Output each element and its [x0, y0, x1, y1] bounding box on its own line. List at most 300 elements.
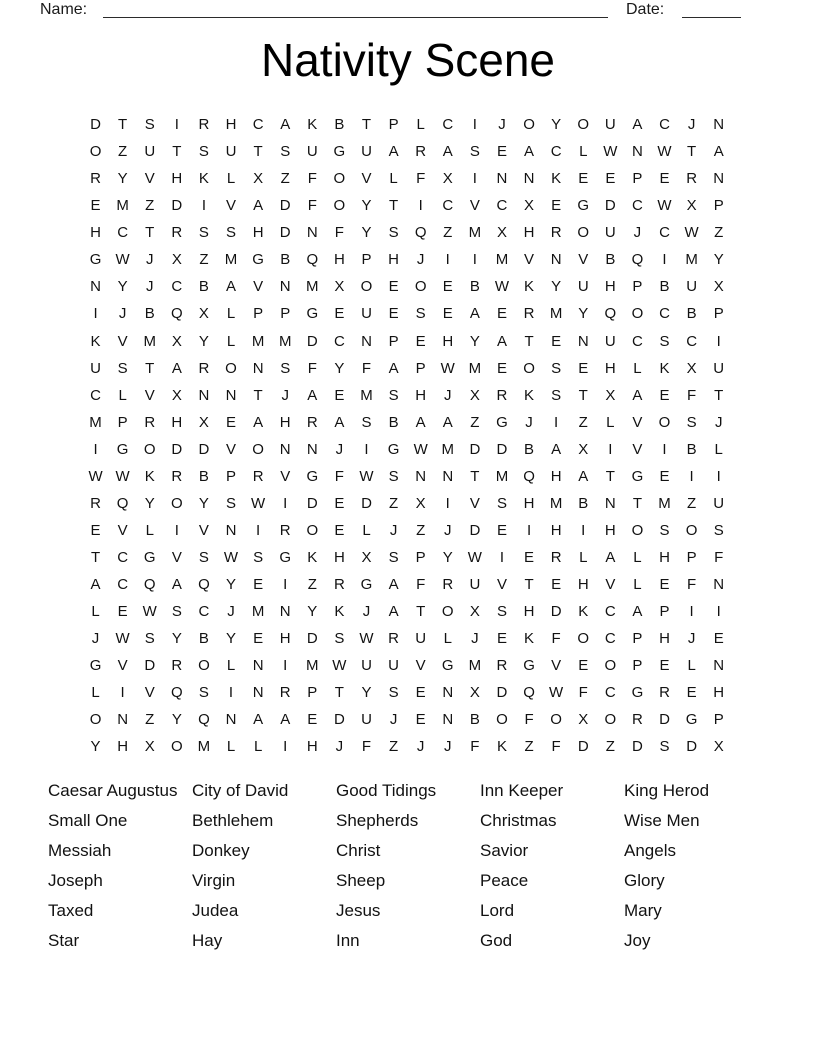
grid-letter: W — [467, 549, 482, 567]
grid-letter: R — [171, 224, 183, 242]
grid-letter: S — [659, 332, 670, 350]
grid-letter: N — [442, 711, 454, 729]
grid-letter: M — [468, 657, 482, 675]
grid-letter: A — [605, 549, 616, 567]
grid-letter: E — [415, 711, 426, 729]
grid-letter: C — [442, 197, 454, 215]
grid-letter: L — [714, 440, 723, 458]
grid-letter: M — [306, 278, 319, 296]
grid-letter: J — [389, 711, 398, 729]
grid-letter: Y — [551, 116, 562, 134]
grid-letter: A — [388, 576, 399, 594]
grid-letter: Q — [631, 251, 644, 269]
grid-letter: A — [226, 278, 237, 296]
grid-letter: Q — [198, 576, 210, 594]
grid-letter: Z — [307, 576, 317, 594]
grid-letter: L — [579, 549, 588, 567]
grid-letter: R — [198, 116, 210, 134]
grid-letter: F — [687, 576, 697, 594]
grid-letter: O — [89, 143, 102, 161]
word-list-item: Savior — [480, 841, 529, 860]
grid-letter: K — [524, 630, 535, 648]
word-list-item: Virgin — [192, 871, 236, 890]
grid-letter: J — [444, 521, 452, 539]
grid-letter: O — [523, 116, 535, 134]
grid-letter: U — [361, 657, 372, 675]
grid-letter: F — [334, 467, 344, 485]
grid-letter: E — [496, 143, 507, 161]
grid-letter: U — [686, 278, 698, 296]
grid-letter: T — [334, 684, 344, 702]
grid-letter: N — [713, 170, 725, 188]
grid-letter: F — [524, 711, 534, 729]
word-list-item: Peace — [480, 871, 529, 890]
grid-letter: S — [198, 224, 209, 242]
grid-letter: X — [605, 386, 616, 404]
grid-letter: H — [90, 224, 101, 242]
grid-letter: X — [334, 278, 345, 296]
grid-letter: I — [689, 467, 694, 485]
word-list-item: Small One — [48, 811, 128, 830]
grid-letter: J — [714, 413, 723, 431]
grid-letter: P — [280, 305, 291, 323]
grid-letter: D — [144, 657, 156, 675]
grid-letter: I — [716, 332, 721, 350]
grid-letter: V — [226, 197, 237, 215]
grid-letter: C — [117, 576, 129, 594]
grid-letter: X — [496, 224, 507, 242]
grid-letter: U — [306, 143, 318, 161]
grid-letter: G — [523, 657, 535, 675]
grid-letter: H — [388, 251, 399, 269]
grid-letter: A — [280, 116, 291, 134]
grid-letter: Y — [226, 576, 237, 594]
grid-letter: H — [604, 278, 616, 296]
grid-letter: Y — [713, 251, 724, 269]
grid-letter: G — [631, 467, 644, 485]
grid-letter: N — [90, 278, 101, 296]
grid-letter: G — [89, 657, 102, 675]
grid-letter: O — [577, 224, 590, 242]
grid-letter: A — [388, 359, 399, 377]
grid-letter: M — [278, 332, 292, 350]
grid-letter: R — [442, 576, 454, 594]
grid-letter: P — [659, 603, 670, 621]
grid-letter: C — [252, 116, 264, 134]
grid-letter: Y — [307, 603, 318, 621]
grid-letter: S — [388, 224, 399, 242]
word-list-item: Hay — [192, 931, 223, 950]
grid-letter: S — [388, 549, 399, 567]
grid-letter: I — [93, 440, 98, 458]
word-list — [48, 776, 709, 956]
grid-letter: H — [171, 413, 183, 431]
grid-letter: U — [90, 359, 101, 377]
word-list-item: God — [480, 931, 513, 950]
grid-letter: D — [496, 440, 508, 458]
grid-letter: Q — [116, 494, 129, 512]
grid-letter: O — [550, 711, 562, 729]
grid-letter: S — [496, 494, 507, 512]
grid-letter: I — [93, 305, 98, 323]
grid-letter: A — [632, 386, 643, 404]
grid-letter: O — [333, 170, 346, 188]
grid-letter: E — [524, 549, 535, 567]
grid-letter: H — [604, 359, 616, 377]
grid-letter: B — [388, 413, 399, 431]
grid-letter: N — [713, 116, 725, 134]
grid-letter: E — [117, 603, 128, 621]
grid-letter: F — [470, 738, 480, 756]
grid-letter: W — [494, 278, 510, 296]
grid-letter: K — [659, 359, 670, 377]
grid-letter: C — [198, 603, 210, 621]
grid-letter: L — [416, 116, 425, 134]
word-list-item: Angels — [624, 841, 676, 860]
grid-letter: O — [577, 630, 590, 648]
grid-letter: P — [632, 657, 643, 675]
grid-letter: E — [307, 711, 318, 729]
grid-letter: T — [361, 116, 372, 134]
grid-letter: S — [144, 116, 155, 134]
grid-letter: X — [253, 170, 264, 188]
grid-letter: I — [716, 603, 721, 621]
grid-letter: O — [685, 521, 698, 539]
grid-letter: L — [253, 738, 263, 756]
grid-letter: O — [631, 521, 644, 539]
grid-letter: Y — [171, 711, 182, 729]
grid-letter: G — [685, 711, 698, 729]
grid-letter: D — [306, 332, 318, 350]
grid-letter: E — [388, 278, 399, 296]
grid-letter: Y — [90, 738, 101, 756]
grid-letter: U — [144, 143, 156, 161]
grid-letter: T — [253, 143, 263, 161]
grid-letter: D — [171, 440, 183, 458]
grid-letter: H — [713, 684, 725, 702]
grid-letter: X — [686, 359, 697, 377]
word-list-item: Sheep — [336, 871, 386, 890]
grid-letter: J — [145, 251, 154, 269]
grid-letter: E — [578, 170, 589, 188]
grid-letter: J — [362, 603, 371, 621]
grid-letter: M — [468, 359, 482, 377]
grid-letter: K — [144, 467, 155, 485]
grid-letter: E — [496, 521, 507, 539]
grid-letter: W — [223, 549, 239, 567]
word-list-item: Taxed — [48, 901, 94, 920]
word-column — [48, 776, 192, 956]
grid-letter: F — [307, 170, 317, 188]
grid-letter: C — [604, 684, 616, 702]
grid-letter: I — [716, 467, 721, 485]
grid-letter: V — [226, 440, 237, 458]
grid-letter: T — [632, 494, 642, 512]
grid-letter: Y — [334, 359, 345, 377]
grid-letter: N — [550, 251, 562, 269]
grid-letter: S — [551, 386, 562, 404]
grid-letter: R — [279, 521, 291, 539]
grid-letter: H — [225, 116, 237, 134]
grid-letter: Q — [143, 576, 156, 594]
grid-letter: X — [524, 197, 535, 215]
grid-letter: N — [306, 440, 318, 458]
grid-letter: L — [145, 521, 154, 539]
grid-letter: L — [362, 521, 371, 539]
grid-letter: S — [117, 359, 128, 377]
grid-letter: R — [90, 170, 101, 188]
grid-letter: Z — [605, 738, 615, 756]
grid-letter: B — [686, 440, 697, 458]
grid-letter: Z — [578, 413, 588, 431]
grid-letter: U — [713, 494, 725, 512]
grid-letter: O — [604, 711, 617, 729]
grid-letter: V — [632, 440, 643, 458]
word-list-item: Lord — [480, 901, 515, 920]
grid-letter: N — [117, 711, 129, 729]
grid-letter: K — [551, 170, 562, 188]
grid-letter: L — [91, 603, 100, 621]
grid-letter: R — [632, 711, 643, 729]
grid-letter: C — [171, 278, 183, 296]
grid-letter: C — [659, 305, 670, 323]
grid-letter: E — [686, 684, 697, 702]
grid-letter: N — [252, 657, 264, 675]
grid-letter: C — [659, 224, 670, 242]
word-list-item: Joseph — [48, 871, 103, 890]
grid-letter: Y — [578, 305, 589, 323]
grid-letter: H — [577, 576, 589, 594]
grid-letter: P — [307, 684, 318, 702]
grid-letter: N — [442, 684, 454, 702]
word-column — [336, 776, 480, 956]
grid-letter: S — [253, 549, 264, 567]
grid-letter: V — [469, 494, 480, 512]
grid-letter: C — [686, 332, 698, 350]
word-list-item: City of David — [192, 781, 289, 800]
grid-letter: V — [144, 170, 155, 188]
grid-letter: G — [306, 305, 319, 323]
grid-letter: Y — [551, 278, 562, 296]
grid-letter: U — [388, 657, 399, 675]
grid-letter: G — [333, 143, 346, 161]
grid-letter: A — [307, 386, 318, 404]
word-column — [192, 776, 336, 956]
grid-letter: F — [687, 386, 697, 404]
grid-letter: S — [171, 603, 182, 621]
grid-letter: F — [551, 630, 561, 648]
grid-letter: H — [279, 413, 291, 431]
grid-letter: Q — [170, 684, 183, 702]
grid-letter: A — [524, 143, 535, 161]
grid-letter: N — [198, 386, 210, 404]
grid-letter: O — [360, 278, 373, 296]
grid-letter: X — [578, 711, 589, 729]
grid-letter: K — [334, 603, 345, 621]
grid-letter: W — [88, 467, 103, 485]
grid-letter: F — [416, 576, 426, 594]
grid-letter: V — [578, 251, 589, 269]
grid-letter: S — [496, 603, 507, 621]
grid-letter: T — [714, 386, 724, 404]
grid-letter: J — [687, 630, 696, 648]
grid-letter: L — [226, 657, 236, 675]
word-list-item: Bethlehem — [192, 811, 274, 830]
grid-letter: H — [415, 386, 427, 404]
grid-letter: B — [280, 251, 291, 269]
word-list-item: Good Tidings — [336, 781, 437, 800]
grid-letter: E — [90, 521, 101, 539]
grid-letter: U — [225, 143, 237, 161]
grid-letter: P — [713, 711, 724, 729]
grid-letter: Y — [442, 549, 453, 567]
grid-letter: E — [334, 494, 345, 512]
grid-letter: D — [306, 630, 318, 648]
grid-letter: Y — [198, 332, 209, 350]
grid-letter: Q — [523, 467, 535, 485]
grid-letter: Z — [687, 494, 697, 512]
grid-letter: S — [659, 521, 670, 539]
grid-letter: M — [143, 332, 156, 350]
grid-letter: K — [307, 549, 318, 567]
grid-letter: E — [442, 278, 453, 296]
grid-letter: D — [686, 738, 698, 756]
grid-letter: A — [253, 197, 264, 215]
grid-letter: M — [549, 494, 563, 512]
word-list-item: Judea — [192, 901, 239, 920]
grid-letter: X — [361, 549, 372, 567]
grid-letter: P — [713, 197, 724, 215]
grid-letter: C — [117, 224, 129, 242]
grid-letter: U — [604, 224, 616, 242]
grid-letter: R — [306, 413, 318, 431]
grid-letter: K — [524, 278, 535, 296]
grid-letter: E — [551, 197, 562, 215]
grid-letter: S — [388, 684, 399, 702]
grid-letter: M — [116, 197, 129, 215]
grid-letter: Y — [117, 278, 128, 296]
grid-letter: A — [280, 711, 291, 729]
grid-letter: O — [198, 657, 210, 675]
grid-letter: B — [686, 305, 697, 323]
grid-letter: M — [360, 386, 373, 404]
grid-letter: R — [496, 386, 508, 404]
grid-letter: R — [550, 549, 562, 567]
grid-letter: D — [469, 521, 481, 539]
grid-letter: N — [415, 467, 427, 485]
grid-letter: I — [608, 440, 613, 458]
grid-letter: E — [659, 576, 670, 594]
grid-letter: R — [171, 657, 183, 675]
grid-letter: B — [469, 278, 480, 296]
grid-letter: N — [252, 359, 264, 377]
grid-letter: Y — [361, 684, 372, 702]
grid-letter: A — [442, 413, 453, 431]
grid-letter: B — [605, 251, 616, 269]
grid-letter: Y — [361, 197, 372, 215]
grid-letter: W — [115, 630, 130, 648]
grid-letter: I — [526, 521, 532, 539]
grid-letter: J — [416, 251, 425, 269]
grid-letter: M — [685, 251, 698, 269]
grid-letter: M — [306, 657, 319, 675]
grid-letter: O — [523, 359, 535, 377]
grid-letter: J — [498, 116, 506, 134]
grid-letter: A — [415, 413, 426, 431]
grid-letter: N — [252, 684, 264, 702]
grid-letter: L — [91, 684, 100, 702]
grid-letter: I — [283, 657, 288, 675]
grid-letter: S — [198, 549, 209, 567]
grid-letter: L — [633, 359, 642, 377]
grid-letter: A — [632, 116, 643, 134]
grid-letter: G — [252, 251, 264, 269]
grid-letter: E — [659, 170, 670, 188]
grid-letter: N — [604, 494, 616, 512]
grid-letter: I — [283, 494, 288, 512]
grid-letter: D — [469, 440, 481, 458]
grid-letter: H — [659, 630, 670, 648]
grid-letter: J — [335, 738, 344, 756]
grid-letter: P — [388, 332, 399, 350]
grid-letter: X — [171, 386, 182, 404]
grid-letter: D — [171, 197, 183, 215]
grid-letter: D — [198, 440, 210, 458]
grid-letter: G — [143, 549, 156, 567]
grid-letter: E — [551, 332, 562, 350]
grid-letter: A — [442, 143, 453, 161]
grid-letter: E — [605, 170, 616, 188]
grid-letter: C — [333, 332, 345, 350]
grid-letter: P — [415, 549, 426, 567]
grid-letter: O — [170, 738, 183, 756]
grid-letter: E — [415, 684, 426, 702]
grid-letter: S — [361, 413, 372, 431]
grid-letter: X — [198, 305, 209, 323]
grid-letter: S — [388, 386, 399, 404]
name-fill-line — [103, 17, 608, 18]
word-list-item: Joy — [624, 931, 651, 950]
grid-letter: V — [280, 467, 291, 485]
grid-letter: V — [171, 549, 182, 567]
grid-letter: N — [577, 332, 589, 350]
grid-letter: J — [227, 603, 235, 621]
grid-letter: H — [279, 630, 291, 648]
grid-letter: C — [604, 630, 616, 648]
grid-letter: U — [604, 332, 616, 350]
grid-letter: P — [686, 549, 697, 567]
grid-letter: J — [687, 116, 696, 134]
grid-letter: H — [659, 549, 670, 567]
grid-letter: J — [444, 386, 452, 404]
grid-letter: A — [388, 603, 399, 621]
grid-letter: G — [387, 440, 400, 458]
grid-letter: L — [226, 170, 236, 188]
grid-letter: G — [631, 684, 644, 702]
grid-letter: H — [550, 521, 562, 539]
grid-letter: X — [469, 603, 480, 621]
grid-letter: Y — [226, 630, 237, 648]
grid-letter: F — [307, 197, 317, 215]
grid-letter: N — [279, 440, 291, 458]
grid-letter: C — [117, 549, 129, 567]
grid-letter: M — [549, 305, 563, 323]
grid-letter: N — [496, 170, 508, 188]
grid-letter: N — [306, 224, 318, 242]
grid-letter: Z — [199, 251, 209, 269]
page-title: Nativity Scene — [260, 34, 555, 86]
grid-letter: E — [578, 359, 589, 377]
